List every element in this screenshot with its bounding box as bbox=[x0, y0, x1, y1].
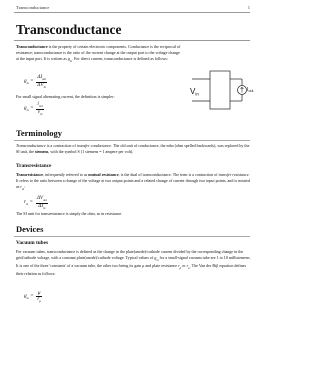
intro-term: Transconductance bbox=[16, 44, 48, 49]
article-title: Transconductance bbox=[16, 22, 122, 37]
transconductance-circuit-diagram bbox=[188, 63, 252, 117]
heading-transresistance: Transresistance bbox=[16, 163, 52, 169]
si-unit-text: The SI unit for transresistance is simply the ohm, as in resistance. bbox=[16, 211, 123, 216]
header-divider bbox=[14, 12, 250, 13]
transresistance-paragraph: Transresistance, infrequently referred to as mutual resistance, is the dual of transconductance. The term is a contraction of transfer resistance. It refers to the ratio between a change of the voltage at two output points and a related change of current through two input points, and is notated as $r_m$: bbox=[16, 172, 250, 191]
intro-text-a: is the property of certain electronic components. Conductance is the reciprocal of resistance; transconductance is the ratio of the current change at the output port to the voltage change at the input port. It is written as bbox=[16, 44, 181, 62]
mutual-resistance-term: mutual resistance bbox=[88, 172, 119, 177]
siemens-unit: siemens bbox=[34, 149, 49, 155]
gm-symbol: $g_m$ bbox=[67, 56, 73, 63]
devices-divider bbox=[14, 236, 250, 237]
formula-transresistance: $r_m$ = $\frac{\Delta V_{out}}{\Delta I_{in}}$ bbox=[24, 195, 47, 211]
transresistance-term: Transresistance bbox=[16, 172, 44, 177]
small-signal-text: For small signal alternating current, the definition is simpler: bbox=[16, 94, 115, 99]
heading-terminology: Terminology bbox=[16, 128, 62, 138]
terminology-term: Transconductance bbox=[16, 143, 46, 148]
page-number: 1 bbox=[247, 5, 250, 10]
terminology-divider bbox=[14, 140, 250, 141]
intro-text-b: . For direct current, transconductance is defined as follows: bbox=[72, 56, 169, 62]
formula-van-der-bijl: $g_m$ = $\frac{\mu}{r_p}$ bbox=[24, 290, 41, 304]
formula-ac-transconductance: $g_m$ = $\frac{i_{out}}{v_{in}}$ bbox=[24, 101, 43, 117]
heading-vacuum-tubes: Vacuum tubes bbox=[16, 240, 49, 246]
running-header-title: Transconductance bbox=[16, 5, 50, 10]
transfer-conductance-phrase: transfer conductance bbox=[76, 143, 112, 148]
intro-paragraph bbox=[16, 44, 182, 64]
vin-label: Vin bbox=[190, 87, 199, 97]
transfer-resistance-phrase: transfer resistance bbox=[218, 172, 249, 177]
heading-devices: Devices bbox=[16, 224, 44, 234]
circuit-box bbox=[210, 71, 230, 109]
title-divider bbox=[14, 40, 250, 41]
iout-label: Iout bbox=[247, 87, 254, 93]
vacuum-tubes-paragraph: For vacuum tubes, transconductance is defined as the change in the plate(anode)/cathode current divided by the corresponding change in the grid/cathode voltage, with a constant plate(anode)/cathode voltage. Typical values of $g_m$ for a small-signal vacuum tube are 1 to 10 millisiemens. It is one of the three 'constants' of a vacuum tube, the other two being its gain μ and plate resistance $r_p$ or $r_a$. The Van der Bijl equation defines their relation as follows: bbox=[16, 249, 251, 276]
formula-dc-transconductance: $g_m$ = $\frac{\Delta I_{out}}{\Delta V_{in}}$ bbox=[24, 74, 46, 90]
terminology-paragraph: Transconductance is a contraction of transfer conductance. The old unit of conductance, the mho (ohm spelled backwards), was replaced by the SI unit, the siemens, with the symbol S (1 siemens = 1 ampere per volt). bbox=[16, 143, 250, 155]
